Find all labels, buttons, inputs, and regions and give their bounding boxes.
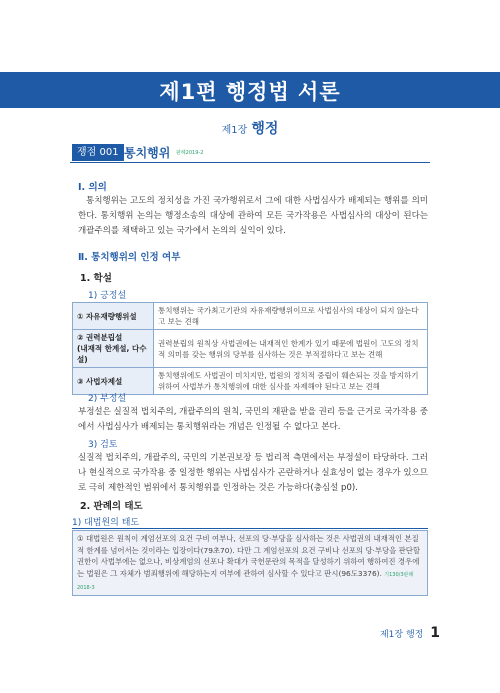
court-box [72,530,428,596]
footer-chapter: 제1장 [379,630,404,640]
theory-desc: 통치행위에도 사법권이 미치지만, 법원의 정치적 중립이 훼손되는 것을 방지하기 위하여 사법부가 통치행위에 대한 심사를 자제해야 된다고 보는 견해 [154,368,428,395]
negative-body: 부정설은 실질적 법치주의, 개괄주의의 원칙, 국민의 재판을 받을 권리 등을 근거로 국가작용 중에서 사법심사가 배제되는 통치행위라는 개념은 인정될 수 없다고 본다. [78,407,428,432]
chapter-label: 제1장 [221,125,248,136]
review-title: 3) 검토 [88,440,118,450]
theory-desc: 통치행위는 국가최고기관의 자유재량행위이므로 사법심사의 대상이 되지 않는다고 보는 견해 [154,303,428,330]
negative-title: 2) 부정설 [88,394,127,404]
topic-name: 통치행위 [124,146,171,160]
chapter-title: 행정 [251,121,279,137]
theory-name: ② 권력분립설 (내재적 한계설, 다수설) [73,330,154,368]
theory-name: ① 자유재량행위설 [73,303,154,330]
table-row [73,330,428,368]
section1-body: 통치행위는 고도의 정치성을 가진 국가행위로서 그에 대한 사법심사가 배제되는 행위를 의미한다. 통치행위 논의는 행정소송의 대상에 관하여 모든 국가작용은 사법심사의 대상이 된다는 개괄주의를 채택하고 있는 국가에서 논의의 실익이 있다. [78,196,428,236]
court-ref: 기130/3판례 2018-3 [77,571,414,591]
theory-title: 1. 학설 [80,273,112,284]
title-banner [0,72,500,108]
page-number: 1 [430,625,440,641]
topic-tag: 쟁점 001 [72,144,124,161]
positive-title: 1) 긍정설 [88,291,127,301]
chapter-heading [0,118,500,138]
court-section-title: 2. 판례의 태도 [80,501,143,512]
court-body: ① 대법원은 원칙이 계엄선포의 요건 구비 여부나, 선포의 당·부당을 심사하는 것은 사법권의 내재적인 본질적 한계를 넘어서는 것이라는 입장이다(79초70). 다만 그 계엄선포의 요건 구비나 선포의 당·부당을 판단할 권한이 사법부에는 없으나, 비상계엄의 선포나 확대가 국헌문란의 목적을 달성하기 위하여 행하여진 경우에는 법원은 그 자체가 범죄행위에 해당하는지 여부에 관하여 심사할 수 있다고 판시(96도3376). [77,534,421,578]
footer-section: 행정 [405,630,424,640]
page-footer [380,625,440,641]
table-row [73,303,428,330]
topic-ref: 판례2019-2 [176,150,204,156]
court-subtitle: 1) 대법원의 태도 [72,515,428,529]
section1-heading: Ⅰ. 의의 [78,182,107,193]
theory-name: ③ 사법자제설 [73,368,154,395]
section2-heading: Ⅱ. 통치행위의 인정 여부 [78,252,181,263]
theory-table [72,302,428,395]
theory-desc: 권력분립의 원칙상 사법권에는 내재적인 한계가 있기 때문에 법원이 고도의 정치적 의미를 갖는 행위의 당부를 심사하는 것은 부적절하다고 보는 견해 [154,330,428,368]
part-title: 제1편 행정법 서론 [159,80,341,104]
review-body: 실질적 법치주의, 개괄주의, 국민의 기본권보장 등 법리적 측면에서는 부정설이 타당하다. 그러나 현실적으로 국가작용 중 일정한 행위는 사법심사가 곤란하거나 실효성이 없는 경우가 있으므로 극히 제한적인 범위에서 통치행위를 인정하는 것은 가능하다(충심설 p0). [78,453,428,493]
